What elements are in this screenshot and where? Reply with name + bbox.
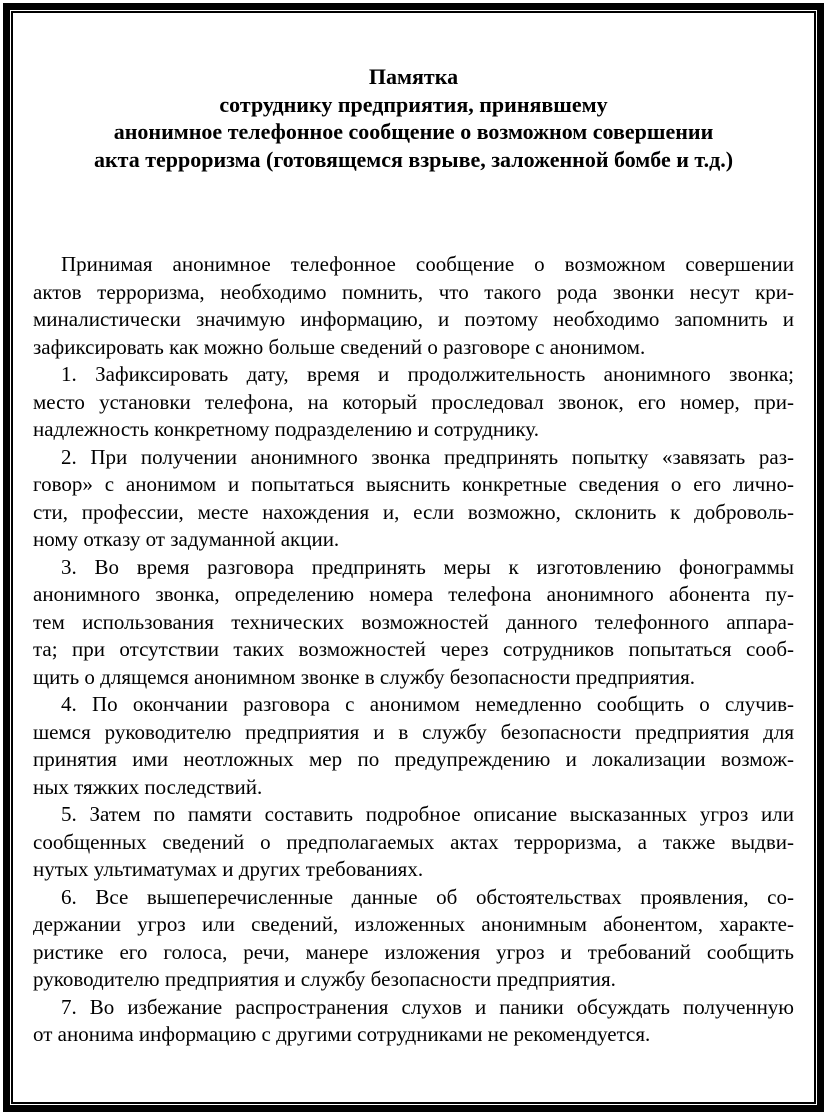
text-line: надлежность конкретному подразделению и сотруднику. bbox=[33, 417, 539, 441]
text-line: 6. Все вышеперечисленные данные об обстоятельствах проявления, со- bbox=[61, 884, 794, 909]
document-body bbox=[33, 251, 794, 1049]
text-line: миналистически значимую информацию, и поэтому необходимо запомнить и bbox=[33, 307, 794, 331]
title-line: акта терроризма (готовящемся взрыве, заложенной бомбе и т.д.) bbox=[93, 146, 734, 172]
text-line: нутых ультиматумах и других требованиях. bbox=[33, 857, 424, 881]
text-line: 4. По окончании разговора с анонимом немедленно сообщить о случив- bbox=[61, 692, 794, 716]
text-line: та; при отсутствии таких возможностей через сотрудников попытаться сооб- bbox=[33, 637, 794, 661]
text-line: Принимая анонимное телефонное сообщение о возможном совершении bbox=[61, 252, 794, 276]
text-line: тем использования технических возможностей данного телефонного аппара- bbox=[33, 609, 794, 634]
paragraph-item-7 bbox=[33, 994, 794, 1049]
paragraph-item-3 bbox=[33, 554, 794, 692]
paragraph-item-1 bbox=[33, 361, 794, 444]
text-line: говор» с анонимом и попытаться выяснить конкретные сведения о его лично- bbox=[33, 472, 794, 496]
text-line: руководителю предприятия и службу безопасности предприятия. bbox=[33, 967, 616, 991]
document-title bbox=[33, 63, 794, 173]
text-line: держании угроз или сведений, изложенных анонимным абонентом, характе- bbox=[33, 912, 794, 936]
text-line: 2. При получении анонимного звонка предпринять попытку «завязать раз- bbox=[61, 444, 794, 469]
text-line: ному отказу от задуманной акции. bbox=[33, 527, 340, 551]
paragraph-item-6 bbox=[33, 884, 794, 994]
paragraph-item-4 bbox=[33, 691, 794, 801]
document-outer-border bbox=[3, 3, 824, 1112]
text-line: актов терроризма, необходимо помнить, что такого рода звонки несут кри- bbox=[33, 279, 794, 304]
text-line: ристике его голоса, речи, манере изложения угроз и требований сообщить bbox=[33, 939, 794, 964]
text-line: сти, профессии, месте нахождения и, если возможно, склонить к доброволь- bbox=[33, 499, 794, 524]
text-line: от анонима информацию с другими сотрудниками не рекомендуется. bbox=[33, 1022, 651, 1046]
title-line: Памятка bbox=[368, 64, 459, 89]
text-line: ных тяжких последствий. bbox=[33, 774, 263, 799]
text-line: 3. Во время разговора предпринять меры к изготовлению фонограммы bbox=[61, 554, 794, 579]
paragraph-item-5 bbox=[33, 801, 794, 884]
text-line: щить о длящемся анонимном звонке в службу безопасности предприятия. bbox=[33, 664, 696, 689]
text-line: шемся руководителю предприятия и в службу безопасности предприятия для bbox=[33, 719, 794, 744]
text-line: 7. Во избежание распространения слухов и паники обсуждать полученную bbox=[61, 994, 794, 1019]
text-line: 5. Затем по памяти составить подробное описание высказанных угроз или bbox=[61, 802, 794, 826]
text-line: анонимного звонка, определению номера телефона анонимного абонента пу- bbox=[33, 582, 794, 606]
paragraph-intro bbox=[33, 251, 794, 361]
text-line: место установки телефона, на который проследовал звонок, его номер, при- bbox=[33, 389, 794, 414]
title-line: сотруднику предприятия, принявшему bbox=[219, 91, 608, 117]
document-inner-border bbox=[11, 11, 816, 1104]
paragraph-item-2 bbox=[33, 444, 794, 554]
text-line: сообщенных сведений о предполагаемых актах терроризма, а также выдви- bbox=[33, 829, 794, 854]
title-line: анонимное телефонное сообщение о возможном совершении bbox=[113, 119, 714, 144]
text-line: принятия ими неотложных мер по предупреждению и локализации возмож- bbox=[33, 747, 794, 771]
text-line: 1. Зафиксировать дату, время и продолжительность анонимного звонка; bbox=[61, 362, 794, 386]
text-line: зафиксировать как можно больше сведений о разговоре с анонимом. bbox=[33, 334, 646, 359]
